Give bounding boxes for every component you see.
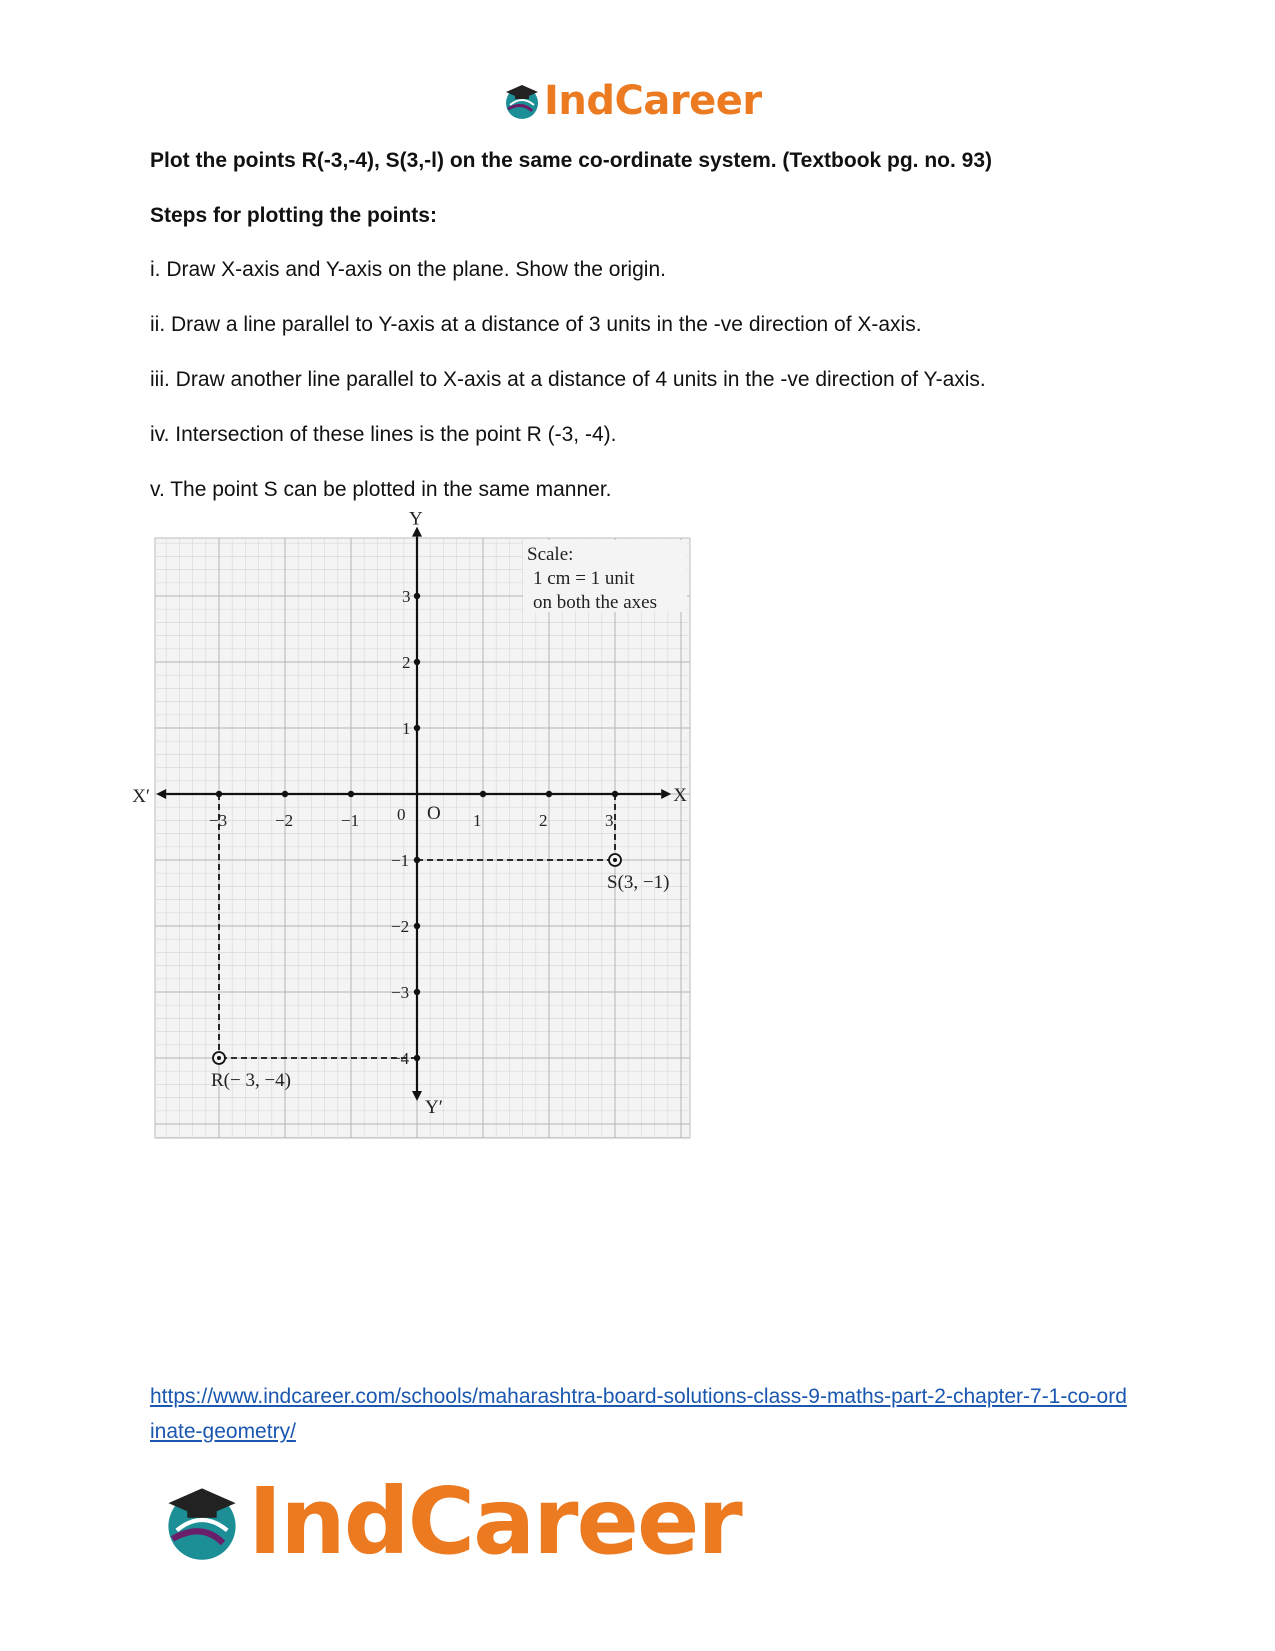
x-axis-label: X bbox=[673, 785, 687, 806]
x-neg-axis-label: X′ bbox=[132, 786, 151, 807]
x-tick-dot bbox=[348, 791, 354, 797]
point-label-S: S(3, −1) bbox=[607, 872, 670, 893]
steps-heading: Steps for plotting the points: bbox=[150, 204, 437, 227]
point-S-dot bbox=[613, 858, 617, 862]
y-tick-label: 1 bbox=[402, 719, 411, 738]
point-R-dot bbox=[217, 1056, 221, 1060]
origin-label: O bbox=[427, 803, 441, 824]
step-1: i. Draw X-axis and Y-axis on the plane. Show the origin. bbox=[150, 258, 666, 281]
scale-line-2: on both the axes bbox=[533, 592, 658, 613]
x-tick-label: 1 bbox=[473, 811, 482, 830]
y-tick-label: 2 bbox=[402, 653, 411, 672]
footer-logo bbox=[160, 1468, 741, 1575]
y-tick-dot bbox=[414, 989, 420, 995]
y-tick-dot bbox=[414, 593, 420, 599]
point-label-R: R(− 3, −4) bbox=[211, 1070, 292, 1091]
zero-label: 0 bbox=[397, 805, 406, 824]
y-tick-label: −1 bbox=[391, 851, 410, 870]
step-2: ii. Draw a line parallel to Y-axis at a distance of 3 units in the -ve direction of X-axis. bbox=[150, 313, 922, 336]
x-tick-dot bbox=[480, 791, 486, 797]
y-tick-dot bbox=[414, 1055, 420, 1061]
x-tick-dot bbox=[612, 791, 618, 797]
coordinate-graph bbox=[132, 508, 690, 1138]
question-title: Plot the points R(-3,-4), S(3,-l) on the same co-ordinate system. (Textbook pg. no. 93) bbox=[150, 149, 993, 172]
graduation-cap-globe-icon bbox=[502, 81, 542, 121]
x-tick-label: −3 bbox=[209, 811, 228, 830]
y-tick-label: 3 bbox=[402, 587, 411, 606]
step-5: v. The point S can be plotted in the same manner. bbox=[150, 478, 612, 501]
y-tick-dot bbox=[414, 857, 420, 863]
x-tick-label: 2 bbox=[539, 811, 548, 830]
x-tick-label: −1 bbox=[341, 811, 360, 830]
y-tick-label: −3 bbox=[391, 983, 410, 1002]
scale-line-1: 1 cm = 1 unit bbox=[533, 568, 635, 589]
source-link[interactable]: https://www.indcareer.com/schools/maharashtra-board-solutions-class-9-maths-part-2-chapter-7-1-co-ordinate-geometry/ bbox=[150, 1385, 1127, 1443]
x-tick-dot bbox=[546, 791, 552, 797]
y-axis-label: Y bbox=[409, 508, 423, 530]
logo-text: IndCareer bbox=[248, 1468, 741, 1575]
scale-title: Scale: bbox=[527, 544, 574, 565]
y-tick-dot bbox=[414, 725, 420, 731]
y-neg-axis-label: Y′ bbox=[425, 1097, 443, 1118]
y-tick-dot bbox=[414, 659, 420, 665]
header-logo bbox=[502, 78, 762, 124]
x-tick-dot bbox=[216, 791, 222, 797]
step-4: iv. Intersection of these lines is the point R (-3, -4). bbox=[150, 423, 617, 446]
y-tick-dot bbox=[414, 923, 420, 929]
x-tick-label: −2 bbox=[275, 811, 294, 830]
y-tick-label: −4 bbox=[391, 1049, 410, 1068]
step-3: iii. Draw another line parallel to X-axis at a distance of 4 units in the -ve direction of Y-axis. bbox=[150, 368, 986, 391]
x-tick-dot bbox=[282, 791, 288, 797]
x-tick-label: 3 bbox=[605, 811, 614, 830]
y-tick-label: −2 bbox=[391, 917, 410, 936]
logo-text: IndCareer bbox=[544, 78, 762, 124]
graduation-cap-globe-icon bbox=[160, 1480, 244, 1564]
